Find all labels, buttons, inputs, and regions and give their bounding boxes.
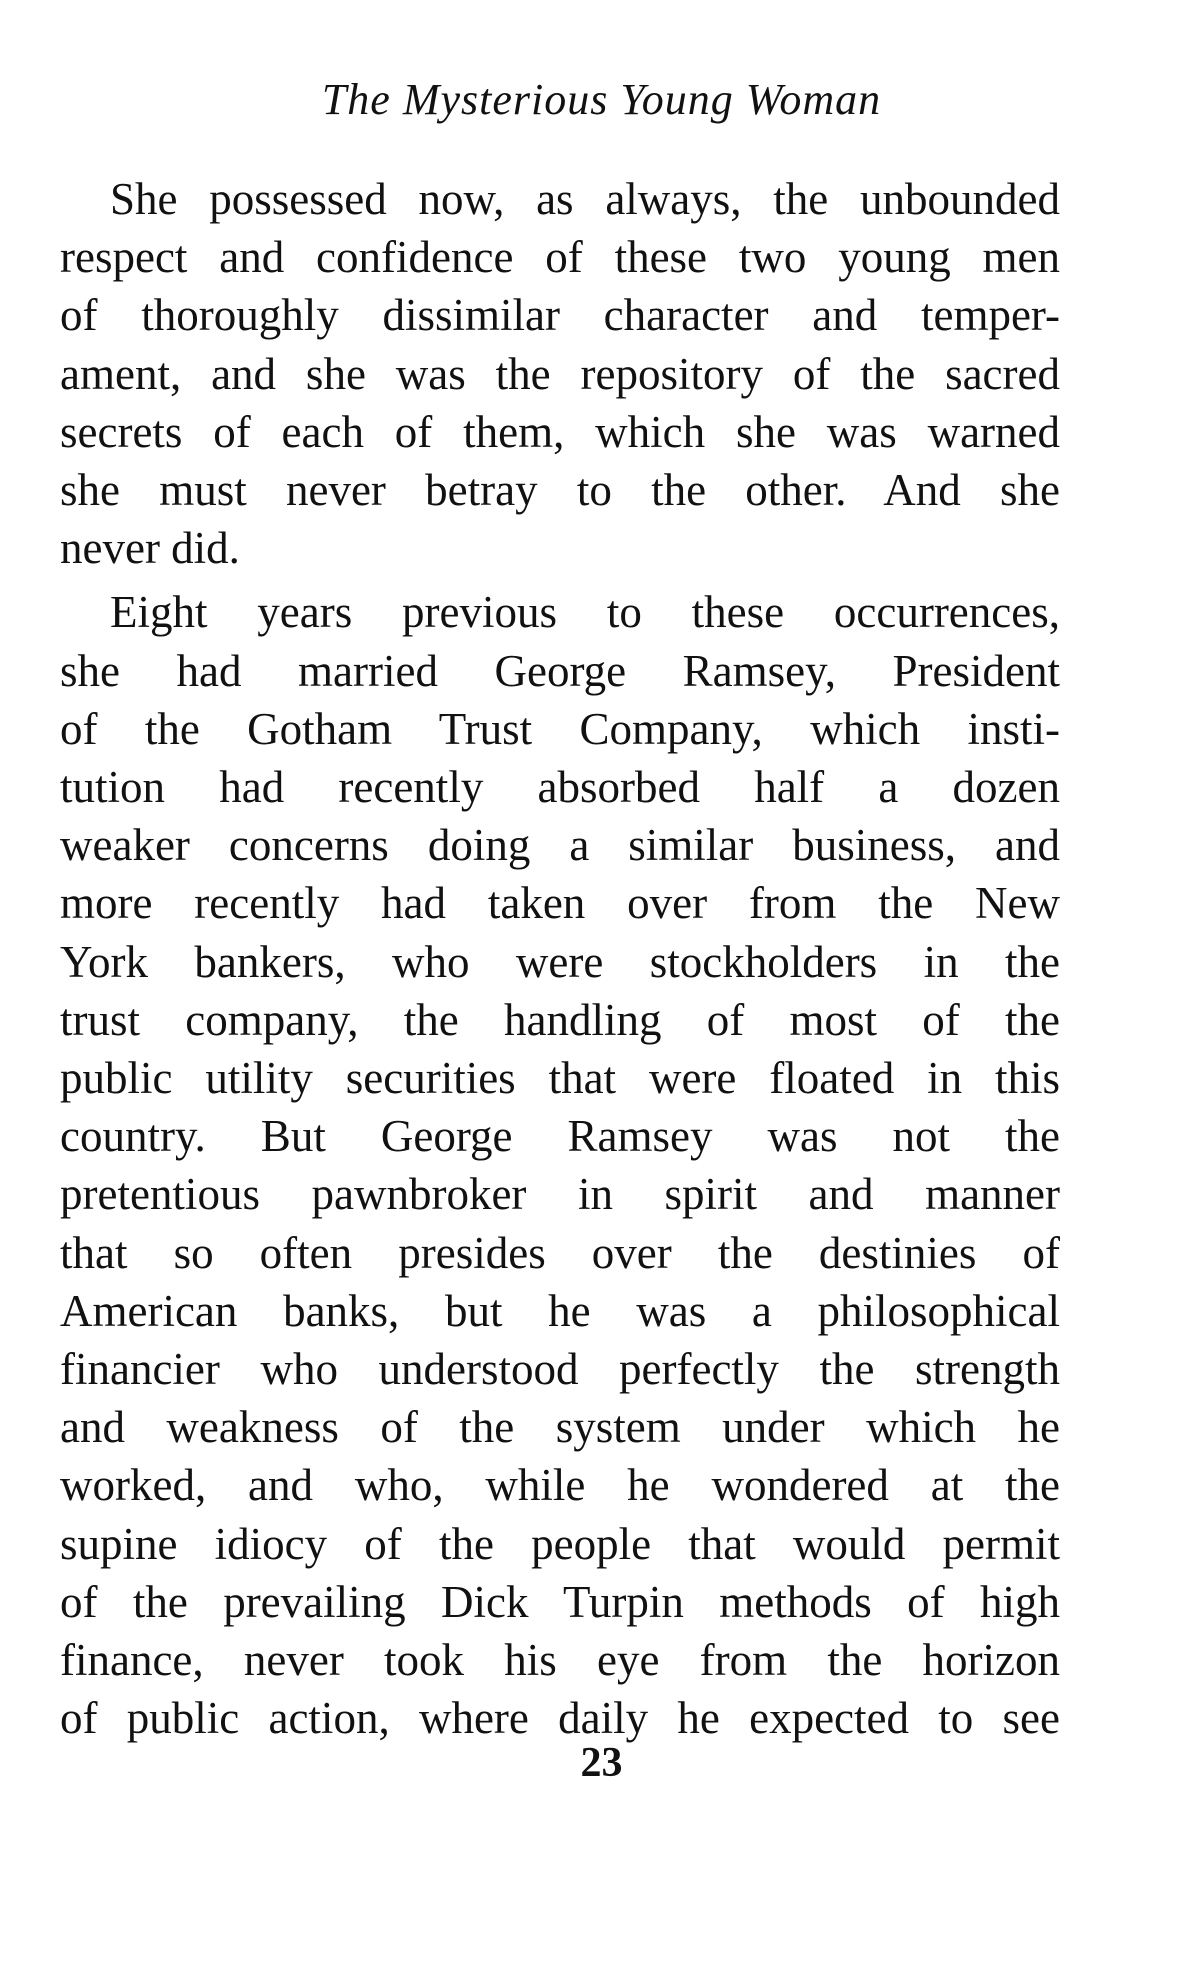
paragraph-1 [60, 170, 1060, 577]
text-line: and weakness of the system under which he [60, 1402, 1060, 1453]
text-line: She possessed now, as always, the unbounded [110, 174, 1060, 224]
text-line: York bankers, who were stockholders in the [60, 936, 1060, 987]
text-line: tution had recently absorbed half a dozen [60, 762, 1060, 813]
text-line: of the prevailing Dick Turpin methods of high [60, 1576, 1060, 1627]
text-line: weaker concerns doing a similar business, and [60, 820, 1060, 871]
paragraph-2 [60, 583, 1060, 1747]
text-line: finance, never took his eye from the horizon [60, 1635, 1060, 1686]
text-line: respect and confidence of these two young men [60, 232, 1060, 283]
text-line: supine idiocy of the people that would permit [60, 1518, 1060, 1569]
text-line: more recently had taken over from the New [60, 878, 1060, 929]
text-line: secrets of each of them, which she was warned [60, 406, 1060, 457]
page-number: 23 [580, 1740, 623, 1786]
running-head: The Mysterious Young Woman [321, 75, 882, 124]
body-text [60, 170, 1060, 1753]
text-line: of thoroughly dissimilar character and temper- [60, 290, 1060, 341]
text-line: she had married George Ramsey, President [60, 645, 1060, 696]
text-line: American banks, but he was a philosophical [60, 1285, 1060, 1336]
text-line: trust company, the handling of most of the [60, 994, 1060, 1045]
text-line: pretentious pawnbroker in spirit and manner [60, 1169, 1060, 1220]
text-line: that so often presides over the destinies of [60, 1227, 1060, 1278]
text-line: ament, and she was the repository of the sacred [60, 348, 1060, 399]
text-line: of the Gotham Trust Company, which insti- [60, 703, 1060, 754]
text-line: public utility securities that were floated in this [60, 1053, 1060, 1104]
text-line: Eight years previous to these occurrences, [110, 587, 1060, 638]
text-line: of public action, where daily he expected to see [60, 1693, 1060, 1744]
text-line: worked, and who, while he wondered at the [60, 1460, 1060, 1511]
text-line: financier who understood perfectly the strength [60, 1344, 1060, 1395]
text-line: never did. [60, 523, 240, 574]
text-line: she must never betray to the other. And she [60, 465, 1060, 516]
text-line: country. But George Ramsey was not the [60, 1111, 1060, 1162]
